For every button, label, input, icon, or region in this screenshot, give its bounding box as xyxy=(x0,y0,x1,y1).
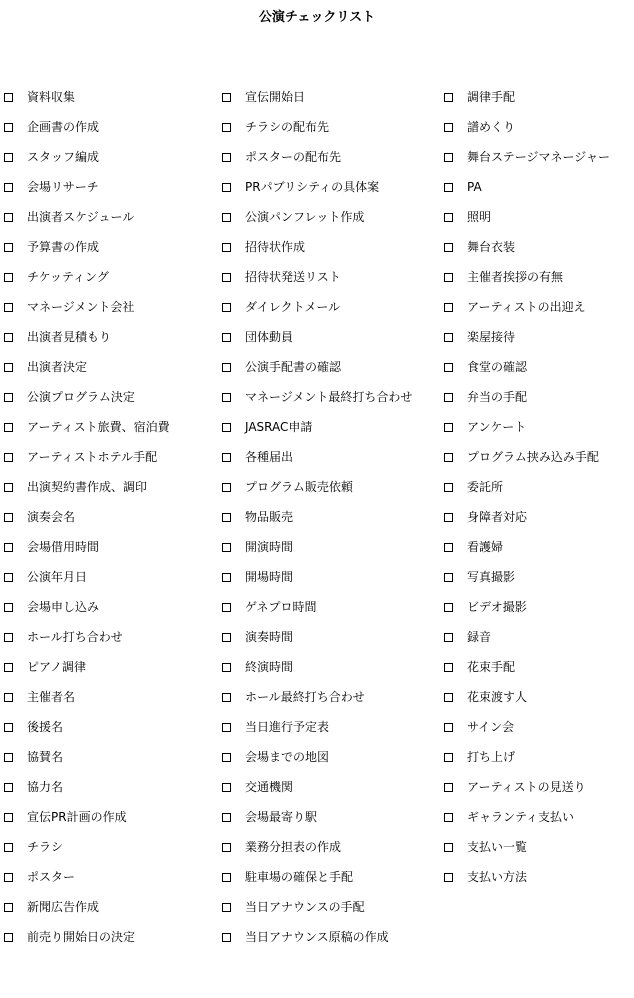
checklist-item-label: 開演時間 xyxy=(245,540,294,554)
checkbox[interactable] xyxy=(222,183,231,192)
checklist-item-label: 各種届出 xyxy=(245,450,294,464)
checklist-item-label: 協賛名 xyxy=(27,750,64,764)
checkbox[interactable] xyxy=(4,663,13,672)
checklist-item[interactable] xyxy=(4,142,218,172)
checklist-item-label: 物品販売 xyxy=(245,510,294,524)
checkbox[interactable] xyxy=(222,153,231,162)
checklist-item-label: 会場最寄り駅 xyxy=(245,810,318,824)
checkbox[interactable] xyxy=(444,603,453,612)
checkbox[interactable] xyxy=(444,873,453,882)
checklist-item-label: 資料収集 xyxy=(27,90,76,104)
checklist-item[interactable] xyxy=(222,172,444,202)
checklist-item-label: 宣伝PR計画の作成 xyxy=(27,810,127,824)
checklist-item[interactable] xyxy=(4,322,218,352)
checklist-item-label: ホール打ち合わせ xyxy=(27,630,123,644)
checkbox[interactable] xyxy=(4,753,13,762)
checklist-item[interactable] xyxy=(444,382,632,412)
checklist-item-label: 支払い方法 xyxy=(467,870,528,884)
checkbox[interactable] xyxy=(222,573,231,582)
checkbox[interactable] xyxy=(222,663,231,672)
checklist-item[interactable] xyxy=(444,112,632,142)
checklist-item[interactable] xyxy=(222,262,444,292)
checklist-item-label: 業務分担表の作成 xyxy=(245,840,342,854)
checkbox[interactable] xyxy=(4,303,13,312)
checkbox[interactable] xyxy=(444,693,453,702)
checkbox[interactable] xyxy=(4,633,13,642)
checklist-item[interactable] xyxy=(4,892,218,922)
checklist-item-label: 出演者見積もり xyxy=(27,330,112,344)
checklist-item[interactable] xyxy=(444,502,632,532)
checklist-item[interactable] xyxy=(222,562,444,592)
checkbox[interactable] xyxy=(4,933,13,942)
checklist-item[interactable] xyxy=(222,352,444,382)
checklist-item[interactable] xyxy=(444,82,632,112)
checkbox[interactable] xyxy=(444,723,453,732)
checklist-item-label: 会場申し込み xyxy=(27,600,100,614)
checklist-column-3 xyxy=(444,82,632,892)
checklist-item[interactable] xyxy=(4,592,218,622)
checklist-item-label: PA xyxy=(467,180,482,194)
checkbox[interactable] xyxy=(444,483,453,492)
checklist-item-label: アーティスト旅費、宿泊費 xyxy=(27,420,170,434)
checkbox[interactable] xyxy=(444,843,453,852)
checkbox[interactable] xyxy=(222,243,231,252)
checklist-item-label: PRパブリシティの具体案 xyxy=(245,180,380,194)
checklist-item[interactable] xyxy=(222,742,444,772)
checklist-item-label: 委託所 xyxy=(467,480,504,494)
checkbox[interactable] xyxy=(4,873,13,882)
checkbox[interactable] xyxy=(222,903,231,912)
checklist-item-label: 支払い一覧 xyxy=(467,840,528,854)
checklist-item[interactable] xyxy=(222,112,444,142)
checklist-item[interactable] xyxy=(4,442,218,472)
checkbox[interactable] xyxy=(222,453,231,462)
checklist-item-label: ピアノ調律 xyxy=(27,660,87,674)
checkbox[interactable] xyxy=(4,603,13,612)
checkbox[interactable] xyxy=(444,393,453,402)
checkbox[interactable] xyxy=(222,513,231,522)
checkbox[interactable] xyxy=(444,273,453,282)
checkbox[interactable] xyxy=(444,513,453,522)
checkbox[interactable] xyxy=(222,303,231,312)
checkbox[interactable] xyxy=(222,423,231,432)
checklist-item[interactable] xyxy=(4,682,218,712)
checklist-item-label: ホール最終打ち合わせ xyxy=(245,690,365,704)
checklist-item-label: 出演者スケジュール xyxy=(27,210,135,224)
checklist-column-1 xyxy=(4,82,218,952)
checklist-item-label: 花束手配 xyxy=(467,660,516,674)
checkbox[interactable] xyxy=(444,453,453,462)
checklist-item[interactable] xyxy=(222,292,444,322)
checkbox[interactable] xyxy=(4,123,13,132)
checklist-item[interactable] xyxy=(222,622,444,652)
checklist-item[interactable] xyxy=(444,472,632,502)
checklist-item[interactable] xyxy=(4,202,218,232)
checklist-item[interactable] xyxy=(4,232,218,262)
checklist-item-label: ダイレクトメール xyxy=(245,300,341,314)
checklist-item-label: 公演パンフレット作成 xyxy=(245,210,365,224)
checkbox[interactable] xyxy=(4,453,13,462)
checklist-item-label: ポスター xyxy=(27,870,76,884)
checklist-item[interactable] xyxy=(444,622,632,652)
checkbox[interactable] xyxy=(444,663,453,672)
checklist-item[interactable] xyxy=(4,262,218,292)
checklist-item-label: 照明 xyxy=(467,210,492,224)
checkbox[interactable] xyxy=(4,273,13,282)
checkbox[interactable] xyxy=(444,573,453,582)
checkbox[interactable] xyxy=(4,843,13,852)
checkbox[interactable] xyxy=(222,753,231,762)
checklist-item-label: 会場リサーチ xyxy=(27,180,99,194)
checkbox[interactable] xyxy=(444,303,453,312)
checklist-item-label: 看護婦 xyxy=(467,540,504,554)
checklist-item-label: 身障者対応 xyxy=(467,510,528,524)
checklist-item-label: 公演プログラム決定 xyxy=(27,390,135,404)
checkbox[interactable] xyxy=(4,513,13,522)
checklist-item[interactable] xyxy=(444,322,632,352)
checkbox[interactable] xyxy=(222,393,231,402)
checklist-item[interactable] xyxy=(222,802,444,832)
checklist-item-label: 新聞広告作成 xyxy=(27,900,100,914)
checklist-item-label: 演奏時間 xyxy=(245,630,294,644)
checklist-item[interactable] xyxy=(222,682,444,712)
checkbox[interactable] xyxy=(4,783,13,792)
checklist-item[interactable] xyxy=(4,622,218,652)
checklist-item-label: プログラム販売依頼 xyxy=(245,480,353,494)
checklist-item[interactable] xyxy=(222,652,444,682)
checkbox[interactable] xyxy=(4,693,13,702)
checklist-item-label: 食堂の確認 xyxy=(467,360,528,374)
checklist-item[interactable] xyxy=(222,232,444,262)
checklist-item[interactable] xyxy=(222,202,444,232)
checklist-item-label: 前売り開始日の決定 xyxy=(27,930,136,944)
checkbox[interactable] xyxy=(222,693,231,702)
checklist-item[interactable] xyxy=(4,772,218,802)
checklist-item[interactable] xyxy=(222,862,444,892)
checklist-item[interactable] xyxy=(4,862,218,892)
checklist-item-label: スタッフ編成 xyxy=(27,150,100,164)
checkbox[interactable] xyxy=(222,603,231,612)
checklist-item-label: 譜めくり xyxy=(467,120,516,134)
checklist-item-label: 演奏会名 xyxy=(27,510,76,524)
checkbox[interactable] xyxy=(444,243,453,252)
checklist-item-label: マネージメント最終打ち合わせ xyxy=(245,390,413,404)
checklist-item[interactable] xyxy=(222,892,444,922)
checklist-item[interactable] xyxy=(222,712,444,742)
checklist-item[interactable] xyxy=(222,922,444,952)
checkbox[interactable] xyxy=(444,363,453,372)
checklist-item-label: 当日アナウンス原稿の作成 xyxy=(245,930,389,944)
checklist-item[interactable] xyxy=(222,142,444,172)
checklist-item-label: 主催者挨拶の有無 xyxy=(467,270,564,284)
checkbox[interactable] xyxy=(444,183,453,192)
checklist-item[interactable] xyxy=(4,352,218,382)
checkbox[interactable] xyxy=(4,213,13,222)
checkbox[interactable] xyxy=(444,93,453,102)
checklist-item-label: 招待状発送リスト xyxy=(245,270,341,284)
checkbox[interactable] xyxy=(444,813,453,822)
checkbox[interactable] xyxy=(444,753,453,762)
checklist-item-label: 写真撮影 xyxy=(467,570,516,584)
checklist-item[interactable] xyxy=(444,652,632,682)
checklist-item-label: 弁当の手配 xyxy=(467,390,528,404)
checklist-item-label: アーティストホテル手配 xyxy=(27,450,158,464)
checkbox[interactable] xyxy=(222,483,231,492)
checklist-item[interactable] xyxy=(222,532,444,562)
checklist-item-label: 公演年月日 xyxy=(27,570,88,584)
checklist-item[interactable] xyxy=(4,802,218,832)
checklist-item-label: チラシの配布先 xyxy=(245,120,330,134)
checklist-item[interactable] xyxy=(4,532,218,562)
checklist-item[interactable] xyxy=(444,262,632,292)
checkbox[interactable] xyxy=(222,873,231,882)
checklist-item-label: ゲネプロ時間 xyxy=(245,600,317,614)
checklist-item[interactable] xyxy=(444,142,632,172)
checklist-item-label: 後援名 xyxy=(27,720,64,734)
checklist-item[interactable] xyxy=(222,382,444,412)
checkbox[interactable] xyxy=(222,633,231,642)
checklist-item[interactable] xyxy=(222,472,444,502)
checklist-item[interactable] xyxy=(4,472,218,502)
checklist-item[interactable] xyxy=(222,772,444,802)
checkbox[interactable] xyxy=(222,813,231,822)
checklist-item[interactable] xyxy=(222,82,444,112)
checklist-item-label: JASRAC申請 xyxy=(245,420,313,434)
checklist-item-label: マネージメント会社 xyxy=(27,300,135,314)
checklist-item-label: 当日アナウンスの手配 xyxy=(245,900,365,914)
checkbox[interactable] xyxy=(222,123,231,132)
checklist-item-label: 楽屋接待 xyxy=(467,330,516,344)
checklist-item[interactable] xyxy=(444,172,632,202)
checklist-item-label: 調律手配 xyxy=(467,90,516,104)
checklist-item[interactable] xyxy=(444,832,632,862)
checklist-item-label: プログラム挟み込み手配 xyxy=(467,450,599,464)
checklist-item[interactable] xyxy=(222,442,444,472)
checkbox[interactable] xyxy=(444,423,453,432)
checklist-item[interactable] xyxy=(444,772,632,802)
checkbox[interactable] xyxy=(222,333,231,342)
checkbox[interactable] xyxy=(4,903,13,912)
checklist-item[interactable] xyxy=(444,712,632,742)
checklist-item-label: 企画書の作成 xyxy=(27,120,100,134)
checkbox[interactable] xyxy=(4,723,13,732)
checklist-item[interactable] xyxy=(4,562,218,592)
checkbox[interactable] xyxy=(4,153,13,162)
checkbox[interactable] xyxy=(222,213,231,222)
checklist-item-label: ポスターの配布先 xyxy=(245,150,342,164)
checkbox[interactable] xyxy=(444,333,453,342)
checkbox[interactable] xyxy=(4,243,13,252)
checklist-item[interactable] xyxy=(444,682,632,712)
checklist-item-label: 公演手配書の確認 xyxy=(245,360,342,374)
checklist-item-label: 協力名 xyxy=(27,780,64,794)
checklist-item[interactable] xyxy=(444,532,632,562)
checkbox[interactable] xyxy=(4,393,13,402)
checklist-item-label: 出演者決定 xyxy=(27,360,88,374)
checklist-item-label: 宣伝開始日 xyxy=(245,90,306,104)
checklist-item-label: 会場までの地図 xyxy=(245,750,330,764)
checkbox[interactable] xyxy=(4,813,13,822)
checkbox[interactable] xyxy=(4,483,13,492)
checklist-item[interactable] xyxy=(222,502,444,532)
checkbox[interactable] xyxy=(222,363,231,372)
checklist-item-label: 会場借用時間 xyxy=(27,540,100,554)
checkbox[interactable] xyxy=(4,183,13,192)
checklist-item[interactable] xyxy=(444,562,632,592)
checklist-item-label: 舞台衣装 xyxy=(467,240,516,254)
checklist-item[interactable] xyxy=(4,652,218,682)
checkbox[interactable] xyxy=(444,543,453,552)
checkbox[interactable] xyxy=(4,573,13,582)
checklist-item-label: サイン会 xyxy=(467,720,515,734)
checkbox[interactable] xyxy=(222,843,231,852)
checklist-item-label: アーティストの見送り xyxy=(467,780,586,794)
checklist-item[interactable] xyxy=(4,712,218,742)
checklist-item-label: 団体動員 xyxy=(245,330,294,344)
checklist-item[interactable] xyxy=(4,922,218,952)
checklist-item[interactable] xyxy=(444,352,632,382)
checklist-item-label: アンケート xyxy=(467,420,527,434)
checkbox[interactable] xyxy=(444,633,453,642)
checklist-item-label: 当日進行予定表 xyxy=(245,720,330,734)
checklist-item-label: 終演時間 xyxy=(245,660,294,674)
checklist-item[interactable] xyxy=(444,802,632,832)
checklist-item[interactable] xyxy=(4,172,218,202)
checklist-item-label: 舞台ステージマネージャー xyxy=(467,150,611,164)
checklist-item[interactable] xyxy=(4,832,218,862)
checklist-item-label: ギャランティ支払い xyxy=(467,810,575,824)
checklist-item[interactable] xyxy=(444,232,632,262)
checklist-item[interactable] xyxy=(444,442,632,472)
checklist-item-label: 主催者名 xyxy=(27,690,76,704)
checkbox[interactable] xyxy=(4,93,13,102)
checkbox[interactable] xyxy=(222,933,231,942)
checklist-item[interactable] xyxy=(4,112,218,142)
checklist-item[interactable] xyxy=(4,382,218,412)
checklist-item-label: 打ち上げ xyxy=(467,750,516,764)
checkbox[interactable] xyxy=(444,783,453,792)
checklist-item-label: 開場時間 xyxy=(245,570,294,584)
checklist-item-label: 招待状作成 xyxy=(245,240,306,254)
checkbox[interactable] xyxy=(4,543,13,552)
checklist-item[interactable] xyxy=(4,742,218,772)
checklist-item-label: 出演契約書作成、調印 xyxy=(27,480,148,494)
checklist-item[interactable] xyxy=(444,862,632,892)
checklist-item[interactable] xyxy=(4,412,218,442)
checkbox[interactable] xyxy=(4,363,13,372)
checklist-item[interactable] xyxy=(222,832,444,862)
checklist-item[interactable] xyxy=(222,592,444,622)
checklist-item-label: 花束渡す人 xyxy=(467,690,528,704)
checklist-item-label: 交通機関 xyxy=(245,780,294,794)
checklist-item-label: 駐車場の確保と手配 xyxy=(245,870,354,884)
checklist-item[interactable] xyxy=(444,412,632,442)
checklist-item[interactable] xyxy=(444,592,632,622)
checklist-column-2 xyxy=(222,82,444,952)
checklist-item-label: チケッティング xyxy=(27,270,109,284)
checklist-item[interactable] xyxy=(444,742,632,772)
checkbox[interactable] xyxy=(222,543,231,552)
checklist-item[interactable] xyxy=(4,502,218,532)
checkbox[interactable] xyxy=(222,783,231,792)
checklist-item[interactable] xyxy=(4,292,218,322)
checkbox[interactable] xyxy=(222,93,231,102)
checkbox[interactable] xyxy=(4,423,13,432)
checklist-item-label: チラシ xyxy=(27,840,64,854)
checkbox[interactable] xyxy=(222,723,231,732)
checklist-item[interactable] xyxy=(444,292,632,322)
checklist-item[interactable] xyxy=(222,412,444,442)
checkbox[interactable] xyxy=(444,123,453,132)
checklist-item-label: 予算書の作成 xyxy=(27,240,100,254)
checklist-item[interactable] xyxy=(444,202,632,232)
checkbox[interactable] xyxy=(444,153,453,162)
checkbox[interactable] xyxy=(4,333,13,342)
checklist-item[interactable] xyxy=(222,322,444,352)
checklist-item-label: ビデオ撮影 xyxy=(467,600,527,614)
checkbox[interactable] xyxy=(444,213,453,222)
checklist-item-label: 録音 xyxy=(467,630,492,644)
page-title: 公演チェックリスト xyxy=(258,10,376,25)
checklist-item[interactable] xyxy=(4,82,218,112)
checkbox[interactable] xyxy=(222,273,231,282)
checklist-item-label: アーティストの出迎え xyxy=(467,300,586,314)
